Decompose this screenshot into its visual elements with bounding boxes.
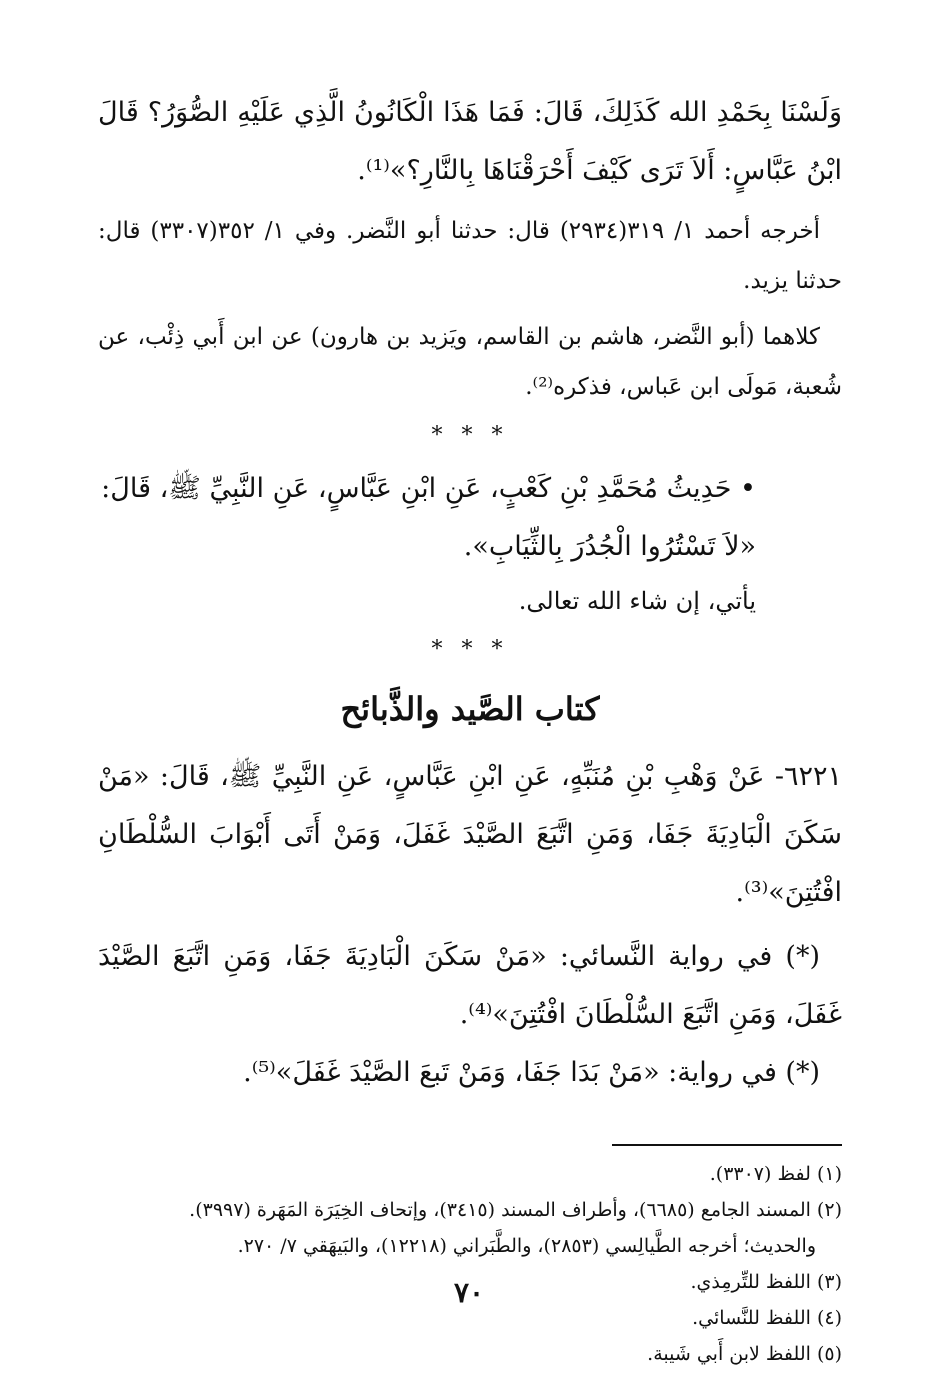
paragraph-hadith-6221: ٦٢٢١- عَنْ وَهْبِ بْنِ مُنَبِّهٍ، عَنِ ابْنِ عَبَّاسٍ، عَنِ النَّبِيِّ ﷺ، قَالَ: «مَنْ سَكَنَ الْبَادِيَةَ جَفَا، وَمَنِ اتَّبَعَ الصَّيْدَ غَفَلَ، وَمَنْ أَتَى أَبْوَابَ السُّلْطَانِ افْتُتِنَ»⁽³⁾. — [98, 761, 842, 908]
page-content — [98, 84, 842, 1372]
footnote-4: (٤) اللفظ للنَّسائي. — [692, 1307, 842, 1329]
footnote-2-continued: والحديث؛ أخرجه الطَّيالِسي (٢٨٥٣)، والطَّبَراني (١٢٢١٨)، والبَيهَقي ٧/ ٢٧٠. — [237, 1235, 816, 1257]
footnote-1: (١) لفظ (٣٣٠٧). — [709, 1163, 842, 1185]
footnote-3: (٣) اللفظ للتِّرمِذي. — [690, 1271, 842, 1293]
chapter-title: كتاب الصَّيد والذَّبائح — [340, 690, 600, 728]
footnote-divider — [612, 1144, 842, 1146]
footnote-2: (٢) المسند الجامع (٦٦٨٥)، وأطراف المسند (٣٤١٥)، وإتحاف الخِيَرَة المَهَرة (٣٩٩٧). — [189, 1199, 842, 1221]
cross-reference-block — [98, 460, 842, 626]
bullet-note: يأتي، إن شاء الله تعالى. — [518, 587, 756, 615]
paragraph-takhrij: أخرجه أحمد ١/ ٣١٩(٢٩٣٤) قال: حدثنا أبو النَّضر. وفي ١/ ٣٥٢(٣٣٠٧) قال: حدثنا يزيد. — [98, 218, 842, 294]
page-number: ٧٠ — [453, 1276, 485, 1309]
paragraph-isnad: كلاهما (أبو النَّضر، هاشم بن القاسم، ويَزيد بن هارون) عن ابن أَبي ذِئْب، عن شُعبة، مَولَى ابن عَباس، فذكره⁽²⁾. — [98, 324, 842, 400]
paragraph-other-version: (*) في رواية: «مَنْ بَدَا جَفَا، وَمَنْ تَبعَ الصَّيْدَ غَفَلَ»⁽⁵⁾. — [243, 1057, 820, 1088]
bullet-hadith-text: «لاَ تَسْتُرُوا الْجُدُرَ بِالثِّيَابِ». — [463, 531, 756, 562]
section-separator: * * * — [431, 637, 509, 662]
section-separator: * * * — [431, 423, 509, 448]
paragraph-nasai-version: (*) في رواية النَّسائي: «مَنْ سَكَنَ الْبَادِيَةَ جَفَا، وَمَنِ اتَّبَعَ الصَّيْدَ غَفَلَ، وَمَنِ اتَّبَعَ السُّلْطَانَ افْتُتِنَ»⁽⁴⁾. — [98, 941, 842, 1030]
footnote-5: (٥) اللفظ لابن أَبي شَيبة. — [647, 1343, 842, 1365]
bullet-hadith-title: • حَدِيثُ مُحَمَّدِ بْنِ كَعْبٍ، عَنِ ابْنِ عَبَّاسٍ، عَنِ النَّبِيِّ ﷺ، قَالَ: — [101, 473, 756, 504]
paragraph-hadith-ending: وَلَسْنَا بِحَمْدِ الله كَذَلِكَ، قَالَ: فَمَا هَذَا الْكَانُونُ الَّذِي عَلَيْهِ الصُّوَرُ؟ قَالَ ابْنُ عَبَّاسٍ: أَلاَ تَرَى كَيْفَ أَحْرَقْنَاهَا بِالنَّارِ؟»⁽¹⁾. — [98, 97, 842, 186]
